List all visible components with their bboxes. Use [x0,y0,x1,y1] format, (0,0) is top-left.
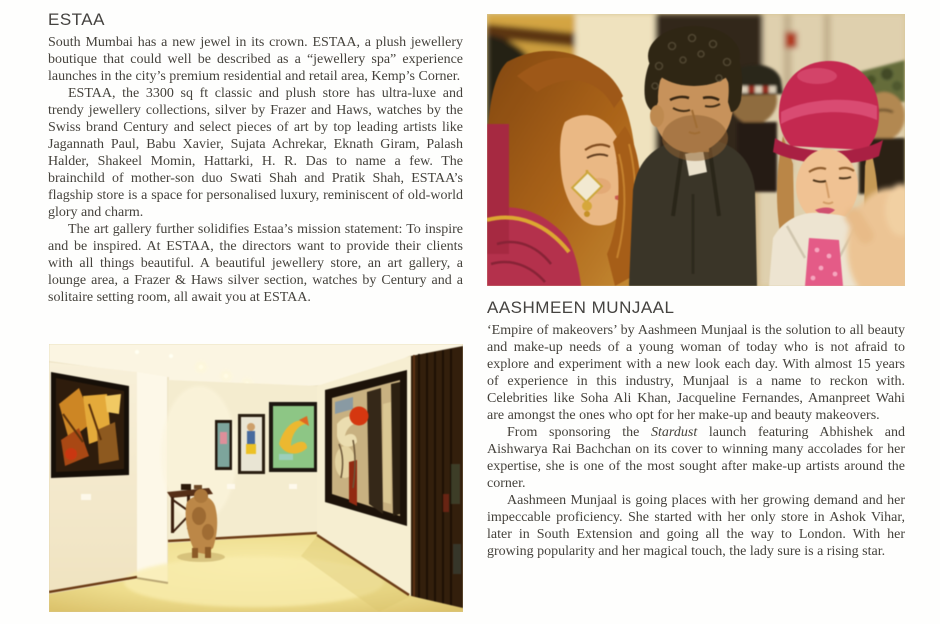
article-estaa [48,10,463,306]
paragraph: Aashmeen Munjaal is going places with her growing demand and her impeccable proficiency. She started with her only store in Ashok Vihar, later in South Extension and going all the way to London. With her growing popularity and her magical touch, the lady sure is a rising star. [487,493,905,559]
gallery-photo [49,344,463,612]
celebrity-photo-illustration [487,14,905,286]
gallery-photo-illustration [49,344,463,612]
left-wall-painting [51,372,129,478]
paragraph: From sponsoring the Stardust launch featuring Abhishek and Aishwarya Rai Bachchan on its cover to winning many accolades for her expertise, she is one of the most sought after make-up artists around the corner. [487,425,906,491]
gallery-wood-column [411,346,463,610]
article-body-aashmeen [487,322,905,560]
back-wall-painting-1 [215,420,232,470]
celebrity-photo [487,14,905,286]
paragraph: ESTAA, the 3300 sq ft classic and plush store has ultra-luxe and trendy jewellery collections, silver by Frazer and Haws, watches by the Swiss brand Century and select pieces of art by top leading artists like Jagannath Paul, Babu Xavier, Sujata Achrekar, Eknath Giram, Palash Halder, Shakeel Momin, Hattarki, H. R. Das to name a few. The brainchild of mother-son duo Swati Shah and Pratik Shah, ESTAA’s flagship store is a space for personalised luxury, reminiscent of old-world glory and charm. [48,86,463,220]
paragraph: ‘Empire of makeovers’ by Aashmeen Munjaal is the solution to all beauty and make-up needs of a young woman of today who is not afraid to explore and experiment with a new look each day. With almost 15 years of experience in this industry, Munjaal is a name to reckon with. Celebrities like Soha Ali Khan, Jacqueline Fernandes, Amanpreet Wahi are amongst the ones who opt for her make-up and beauty makeovers. [487,323,905,423]
gallery-partition-wall [137,372,168,584]
wall-label [81,494,91,500]
article-aashmeen [487,298,905,560]
back-wall-painting-green [269,402,318,472]
paragraph: South Mumbai has a new jewel in its crown. ESTAA, a plush jewellery boutique that could well be described as a “jewellery spa” experience launches in the city’s premium residential and retail area, Kemp’s Corner. [48,35,463,84]
paragraph: The art gallery further solidifies Estaa’s mission statement: To inspire and be inspired. At ESTAA, the directors want to provide their clients with all things beautiful. A beautiful jewellery store, an art gallery, a lounge area, a Frazer & Haws silver section, watches by Century and a solitaire setting room, all await you at ESTAA. [48,222,463,305]
gallery-left-wall [49,362,137,594]
right-wall-cubist-painting [325,370,407,526]
back-wall-painting-2 [238,414,265,474]
article-body-estaa [48,34,463,306]
article-title-aashmeen: AASHMEEN MUNJAAL [487,298,675,317]
article-title-estaa: ESTAA [48,10,105,29]
